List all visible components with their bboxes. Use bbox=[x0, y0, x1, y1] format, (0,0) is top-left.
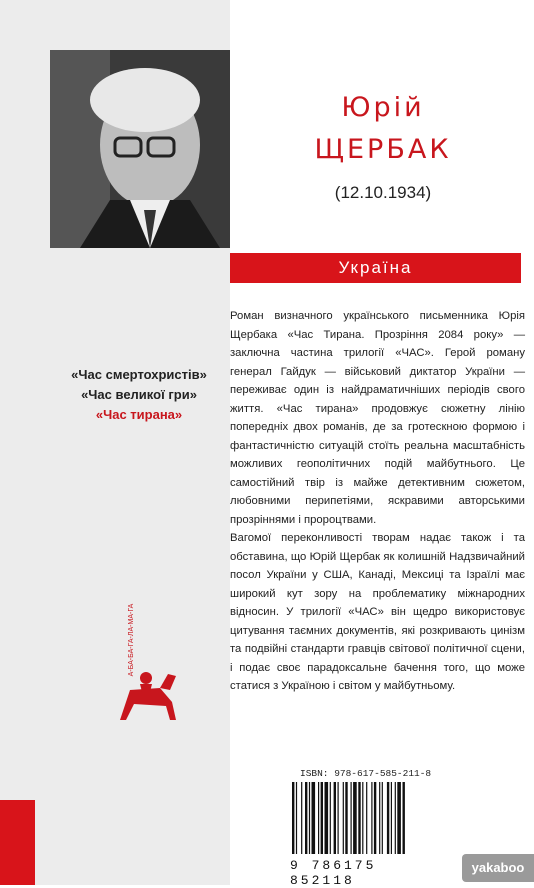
barcode-bar bbox=[395, 782, 396, 854]
barcode-bar bbox=[371, 782, 372, 854]
yakaboo-watermark: yakaboo bbox=[462, 854, 534, 882]
trilogy-item: «Час великої гри» bbox=[81, 387, 197, 402]
author-first-name: Юрій bbox=[341, 92, 425, 123]
barcode-bar bbox=[305, 782, 307, 854]
barcode-bar bbox=[366, 782, 367, 854]
barcode-bar bbox=[387, 782, 389, 854]
barcode-bar bbox=[403, 782, 405, 854]
trilogy-item-current: «Час тирана» bbox=[95, 407, 183, 422]
trilogy-item: «Час смертохристів» bbox=[71, 367, 207, 382]
barcode-bar bbox=[391, 782, 392, 854]
red-corner-strip bbox=[0, 800, 35, 885]
barcode-bar bbox=[345, 782, 347, 854]
barcode-bar bbox=[353, 782, 357, 854]
barcode-bar bbox=[292, 782, 294, 854]
barcode-bar bbox=[312, 782, 316, 854]
barcode-bar bbox=[358, 782, 360, 854]
barcode-bar bbox=[309, 782, 310, 854]
barcode-bar bbox=[379, 782, 380, 854]
trilogy-list bbox=[54, 365, 224, 425]
barcode-bar bbox=[374, 782, 376, 854]
publisher-name bbox=[125, 590, 141, 690]
barcode-bar bbox=[318, 782, 319, 854]
author-last-name: ЩЕРБАК bbox=[314, 134, 452, 165]
barcode-bar bbox=[351, 782, 352, 854]
barcode-bar bbox=[301, 782, 302, 854]
barcode-bar bbox=[362, 782, 363, 854]
book-description bbox=[230, 307, 525, 696]
description-paragraph: Роман визначного українського письменника Юрія Щербака «Час Тирана. Прозріння 2084 року» — заключна частина трилогії «ЧАС». Герой роману генерал Гайдук — військовий диктатор України — переживає один із найдраматичніших періодів свого життя. «Час тирана» продовжує сюжетну лінію попередніх двох романів, де за гротескною формою і фантастичністю ситуацій стоїть реальна масштабність можливих геополітичних подій майбутнього. Це самостійний твір із майже детективним сюжетом, любовними перипетіями, яскравими авторськими прозріннями і пророцтвами. bbox=[230, 310, 525, 526]
barcode-bar bbox=[330, 782, 331, 854]
barcode-bar bbox=[321, 782, 323, 854]
barcode-bar bbox=[397, 782, 401, 854]
barcode-bar bbox=[343, 782, 344, 854]
barcode-digits: 9 786175 852118 bbox=[290, 858, 377, 888]
isbn-label: ISBN: 978-617-585-211-8 bbox=[300, 768, 432, 779]
barcode-bar bbox=[296, 782, 297, 854]
barcode-bar bbox=[334, 782, 336, 854]
author-photo bbox=[50, 50, 230, 248]
barcode bbox=[290, 782, 455, 856]
barcode-bar bbox=[325, 782, 329, 854]
publisher-name-text: А-БА-БА-ГА-ЛА-МА-ГА bbox=[128, 603, 135, 677]
publisher-logo bbox=[110, 580, 190, 730]
description-paragraph: Вагомої переконливості творам надає також і та обставина, що Юрій Щербак як колишній Надзвичайний посол України у США, Канаді, Мексиці та Ізраїлі має широкий кут зору на проблематику міжнародних відносин. У трилогії «ЧАС» він щедро використовує цитування таємних документів, які розкривають цинізм та подвійні стандарти гравців світової політичної сцени, і подає своє парадоксальне бачення того, що може статися з Україною і світом у майбутньому. bbox=[230, 532, 525, 692]
author-dates: (12.10.1934) bbox=[334, 183, 432, 202]
country-band: Україна bbox=[230, 253, 521, 283]
barcode-bar bbox=[382, 782, 383, 854]
barcode-bar bbox=[338, 782, 339, 854]
